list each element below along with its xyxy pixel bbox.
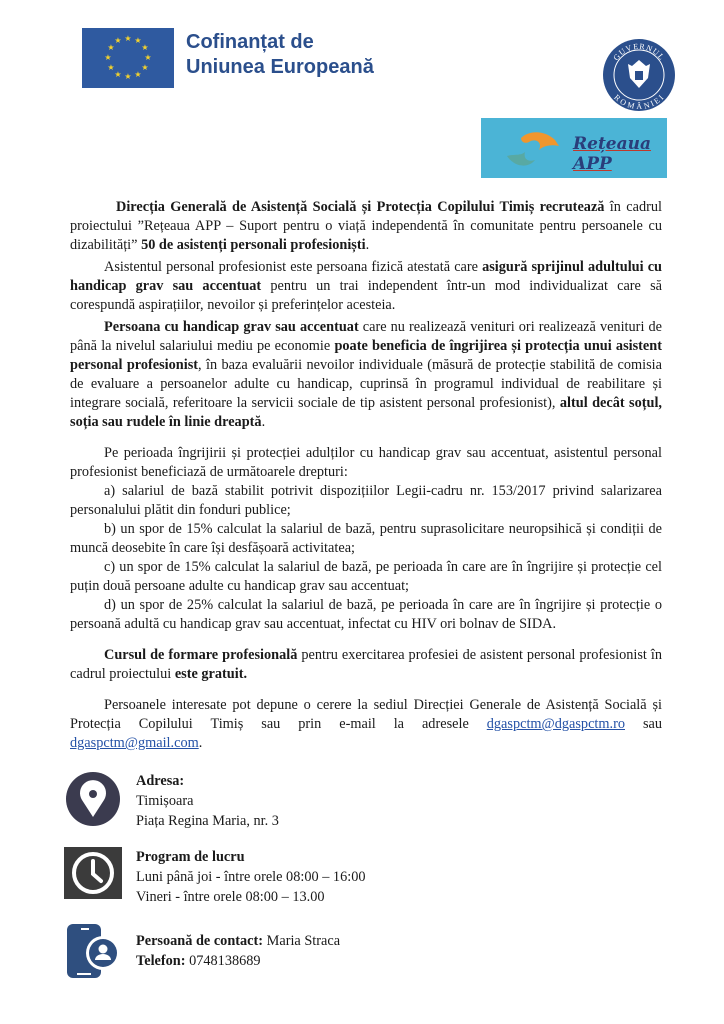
phone-label: Telefon:: [136, 953, 186, 969]
address-street: Piața Regina Maria, nr. 3: [136, 813, 279, 829]
course-paragraph: [70, 646, 662, 684]
definition-text2: pentru un trai independent într-un mod individualizat care să corespundă aspirațiilor, nevoilor și preferințelor acesteia.: [70, 278, 662, 313]
intro-paragraph: [70, 198, 662, 255]
eu-stars-icon: [82, 28, 174, 88]
eligibility-text2: , în baza evaluării nevoilor individuale (măsură de protecție stabilită de comisia de evaluare a persoanelor adulte cu handicap, cuprinsă în programul individual de reabilitare și integrare socială, referitoare la servicii sociale de tip asistent personal profesionist),: [70, 357, 662, 411]
contact-block: [136, 931, 340, 971]
eligibility-end: .: [261, 414, 266, 430]
svg-text:★: ★: [124, 34, 132, 43]
intro-org-recruits: Direcția Generală de Asistență Socială și Protecția Copilului Timiș recrutează: [116, 199, 605, 215]
eu-text-line1: Cofinanțat de: [186, 31, 314, 53]
course-free: este gratuit.: [174, 666, 248, 682]
announcement-body: [70, 198, 662, 753]
app-logo-text: Rețeaua APP: [573, 134, 652, 174]
svg-text:★: ★: [134, 70, 142, 79]
svg-text:★: ★: [134, 36, 142, 45]
schedule-weekdays: Luni până joi - între orele 08:00 – 16:00: [136, 869, 366, 885]
rights-item: b) un spor de 15% calculat la salariul de bază, pentru suprasolicitare neuropsihică și condiții de muncă deosebite în care își desfășoară activitatea;: [70, 521, 662, 556]
page-header: [0, 0, 724, 190]
intro-project-text: în cadrul proiectului ”Rețeaua APP – Suport pentru o viață independentă în comunitate pentru persoanele cu dizabilități”: [70, 199, 662, 253]
romanian-government-logo: [602, 38, 676, 112]
schedule-friday: Vineri - între orele 08:00 – 13.00: [136, 889, 325, 905]
intro-positions-count: 50 de asistenți personali profesioniști: [141, 237, 366, 253]
svg-text:★: ★: [107, 43, 115, 52]
phone-contact-icon: [64, 923, 122, 979]
schedule-row: [64, 847, 664, 907]
address-block: [136, 771, 279, 831]
email-link-gmail[interactable]: dgaspctm@gmail.com: [70, 735, 199, 751]
definition-bold: asigură sprijinul adultului cu handicap grav sau accentuat: [70, 259, 662, 294]
course-text1: pentru exercitarea profesiei de asistent personal profesionist în cadrul proiectului: [70, 647, 662, 682]
rights-item: c) un spor de 15% calculat la salariul de bază, pe perioada în care are în îngrijire și protecție cel puțin două persoane adulte cu handicap grav sau accentuat;: [70, 559, 662, 594]
apply-end: .: [198, 735, 203, 751]
rights-intro: Pe perioada îngrijirii și protecției adulților cu handicap grav sau accentuat, asistentul personal profesionist beneficiază de următoarele drepturi:: [70, 445, 662, 480]
hands-icon: [499, 126, 569, 172]
eligibility-text1: care nu realizează venituri ori realizează venituri de până la nivelul salariului mediu pe economie: [70, 319, 662, 354]
svg-text:★: ★: [104, 53, 112, 62]
clock-icon: [64, 847, 122, 899]
apply-text1: Persoanele interesate pot depune o cerere la sediul Direcției Generale de Asistență Socială și Protecția Copilului Timiș sau prin e-mail la adresele: [70, 697, 662, 732]
gov-logo-text-top: GUVERNUL: [611, 41, 667, 63]
apply-paragraph: [70, 696, 662, 753]
eligibility-paragraph: [70, 318, 662, 432]
rights-item: a) salariul de bază stabilit potrivit dispozițiilor Legii-cadru nr. 153/2017 privind salarizarea personalului plătit din fonduri publice;: [70, 483, 662, 518]
eu-text-line2: Uniunea Europeană: [186, 56, 374, 78]
rights-item: d) un spor de 25% calculat la salariul de bază, pe perioada în care are în îngrijire și protecție o persoană adultă cu handicap grav sau accentuat, infectat cu HIV ori bolnav de SIDA.: [70, 597, 662, 632]
eligibility-bold3: altul decât soțul, soția sau rudele în linie dreaptă: [70, 395, 662, 430]
address-city: Timișoara: [136, 793, 194, 809]
reteaua-app-logo: [481, 118, 667, 178]
svg-text:★: ★: [144, 53, 152, 62]
email-link-dgaspctm-ro[interactable]: dgaspctm@dgaspctm.ro: [486, 716, 625, 732]
definition-text1: Asistentul personal profesionist este persoana fizică atestată care: [104, 259, 483, 275]
location-pin-icon: [64, 771, 122, 827]
intro-end: .: [365, 237, 370, 253]
contact-section: [64, 771, 664, 1015]
contact-row: [64, 923, 664, 979]
definition-paragraph: [70, 258, 662, 315]
svg-text:★: ★: [141, 43, 149, 52]
svg-text:★: ★: [114, 36, 122, 45]
address-label: Adresa:: [136, 773, 185, 789]
svg-text:★: ★: [107, 63, 115, 72]
apply-text2: sau: [625, 716, 663, 732]
eligibility-bold2: poate beneficia de îngrijirea și protecția unui asistent personal profesionist: [70, 338, 662, 373]
schedule-label: Program de lucru: [136, 849, 245, 865]
svg-text:★: ★: [141, 63, 149, 72]
contact-person-name: Maria Straca: [263, 933, 341, 949]
contact-person-label: Persoană de contact:: [136, 933, 264, 949]
address-row: [64, 771, 664, 831]
svg-text:★: ★: [114, 70, 122, 79]
eu-flag-logo: [82, 28, 174, 88]
svg-text:★: ★: [124, 72, 132, 81]
eu-cofinancing-text: [186, 30, 374, 80]
gov-logo-text-bottom: ROMÂNIEI: [612, 92, 666, 112]
phone-number[interactable]: 0748138689: [185, 953, 261, 969]
eligibility-bold1: Persoana cu handicap grav sau accentuat: [104, 319, 359, 335]
course-bold1: Cursul de formare profesională: [104, 647, 298, 663]
schedule-block: [136, 847, 366, 907]
